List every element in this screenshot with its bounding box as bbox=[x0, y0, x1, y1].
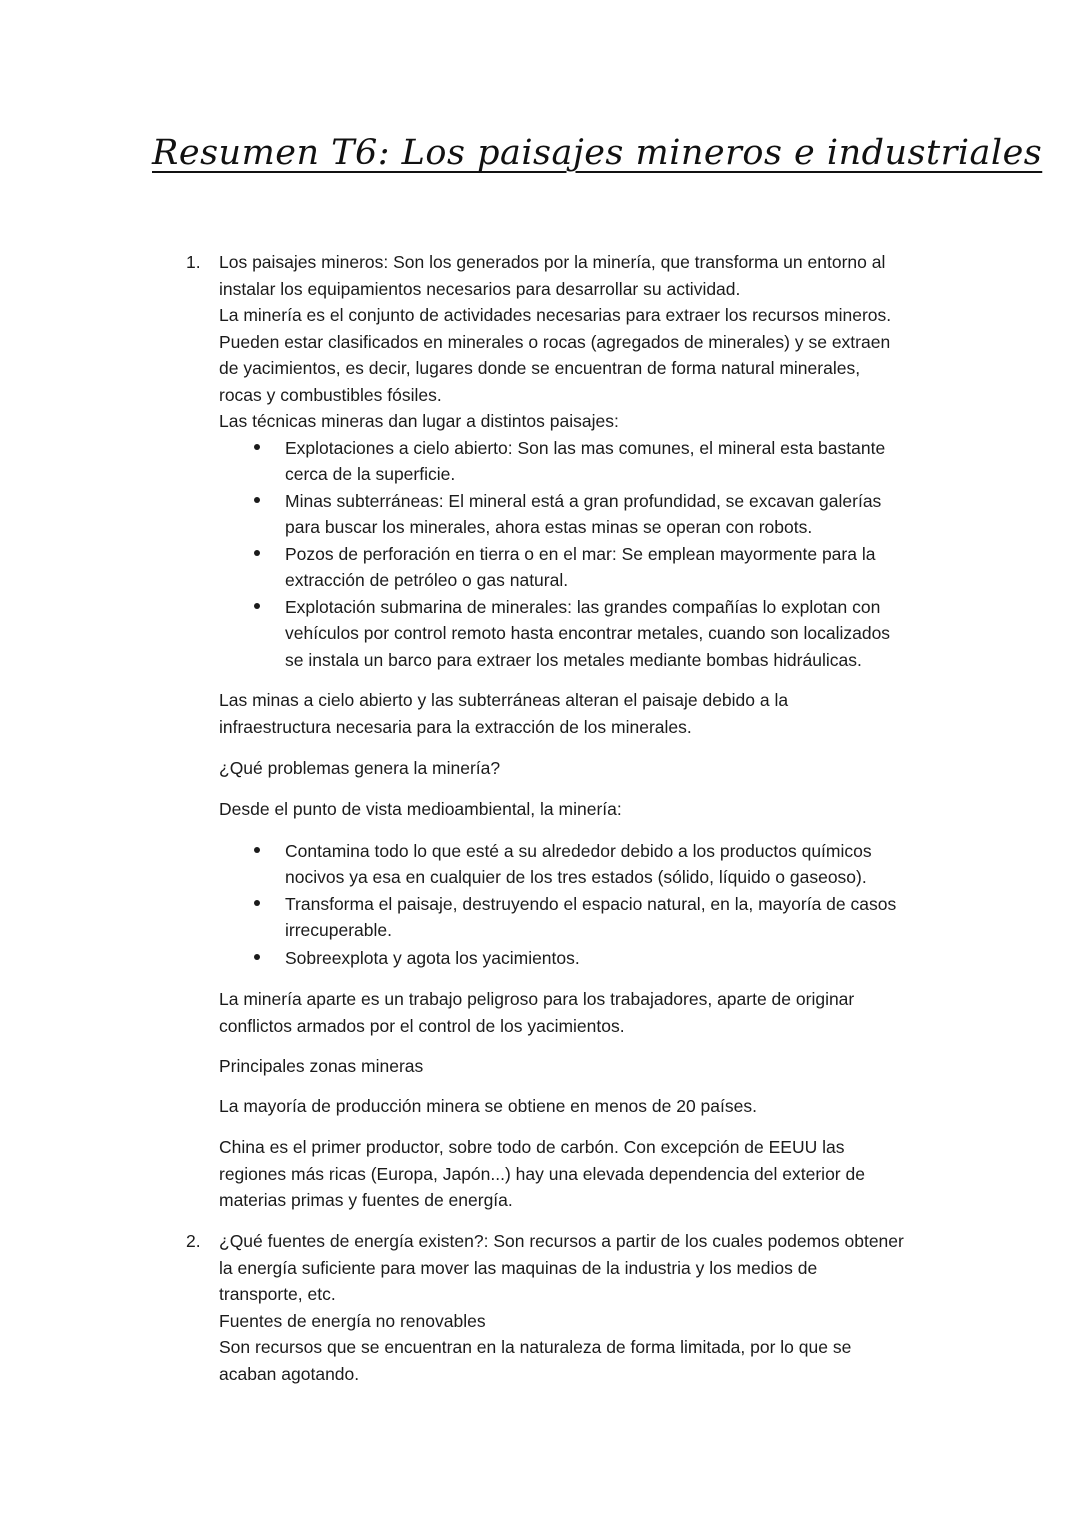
problem-item: irrecuperable. bbox=[285, 920, 392, 940]
china-text: materias primas y fuentes de energía. bbox=[219, 1190, 513, 1210]
bullet-icon bbox=[254, 603, 260, 609]
bullet-icon bbox=[254, 954, 260, 960]
section-2-line: ¿Qué fuentes de energía existen?: Son recursos a partir de los cuales podemos obtener bbox=[219, 1231, 904, 1251]
danger-text: La minería aparte es un trabajo peligroso para los trabajadores, aparte de originar bbox=[219, 989, 855, 1009]
section-1-line: de yacimientos, es decir, lugares donde se encuentran de forma natural minerales, bbox=[219, 358, 861, 378]
section-2-line: Fuentes de energía no renovables bbox=[219, 1310, 486, 1331]
section-1-line: instalar los equipamientos necesarios para desarrollar su actividad. bbox=[219, 278, 741, 299]
china-text: China es el primer productor, sobre todo de carbón. Con excepción de EEUU las bbox=[219, 1137, 845, 1157]
technique-item: extracción de petróleo o gas natural. bbox=[285, 570, 569, 590]
section-1-line: Los paisajes mineros: Son los generados por la minería, que transforma un entorno al bbox=[219, 252, 886, 272]
section-1-line: Las técnicas mineras dan lugar a distintos paisajes: bbox=[219, 411, 619, 431]
technique-item: Explotación submarina de minerales: las grandes compañías lo explotan con bbox=[285, 596, 881, 617]
problem-item: nocivos ya esa en cualquier de los tres estados (sólido, líquido o gaseoso). bbox=[285, 867, 867, 887]
bullet-icon bbox=[254, 847, 260, 853]
alteration-text: Las minas a cielo abierto y las subterráneas alteran el paisaje debido a la bbox=[219, 690, 789, 710]
production-text: La mayoría de producción minera se obtiene en menos de 20 países. bbox=[219, 1096, 757, 1116]
technique-item: Pozos de perforación en tierra o en el mar: Se emplean mayormente para la bbox=[285, 543, 876, 564]
section-1-line: rocas y combustibles fósiles. bbox=[219, 384, 442, 405]
section-2-number: 2. bbox=[186, 1231, 201, 1251]
zones-heading: Principales zonas mineras bbox=[219, 1056, 424, 1076]
environment-lead: Desde el punto de vista medioambiental, la minería: bbox=[219, 799, 622, 819]
section-2-line: Son recursos que se encuentran en la naturaleza de forma limitada, por lo que se bbox=[219, 1337, 852, 1357]
china-text: regiones más ricas (Europa, Japón...) hay una elevada dependencia del exterior de bbox=[219, 1163, 865, 1184]
section-1-number: 1. bbox=[186, 252, 201, 272]
document-title: Resumen T6: Los paisajes mineros e industriales bbox=[152, 133, 1043, 173]
problems-question: ¿Qué problemas genera la minería? bbox=[219, 758, 501, 778]
technique-item: se instala un barco para extraer los metales mediante bombas hidráulicas. bbox=[285, 649, 862, 670]
technique-item: para buscar los minerales, ahora estas minas se operan con robots. bbox=[285, 517, 813, 537]
section-2-line: transporte, etc. bbox=[219, 1284, 336, 1304]
section-1-line: La minería es el conjunto de actividades necesarias para extraer los recursos mineros. bbox=[219, 305, 892, 325]
bullet-icon bbox=[254, 900, 260, 906]
technique-item: Explotaciones a cielo abierto: Son las mas comunes, el mineral esta bastante bbox=[285, 437, 886, 458]
technique-item: vehículos por control remoto hasta encontrar metales, cuando son localizados bbox=[285, 623, 891, 643]
bullet-icon bbox=[254, 550, 260, 556]
technique-item: cerca de la superficie. bbox=[285, 464, 456, 484]
technique-item: Minas subterráneas: El mineral está a gran profundidad, se excavan galerías bbox=[285, 490, 882, 511]
alteration-text: infraestructura necesaria para la extracción de los minerales. bbox=[219, 716, 692, 737]
danger-text: conflictos armados por el control de los yacimientos. bbox=[219, 1015, 625, 1036]
bullet-icon bbox=[254, 497, 260, 503]
problem-item: Transforma el paisaje, destruyendo el espacio natural, en la, mayoría de casos bbox=[285, 893, 897, 914]
section-2-line: la energía suficiente para mover las maquinas de la industria y los medios de bbox=[219, 1257, 818, 1278]
section-2-line: acaban agotando. bbox=[219, 1363, 360, 1384]
bullet-icon bbox=[254, 444, 260, 450]
section-1-line: Pueden estar clasificados en minerales o rocas (agregados de minerales) y se extraen bbox=[219, 331, 891, 352]
problem-item: Sobreexplota y agota los yacimientos. bbox=[285, 947, 580, 968]
problem-item: Contamina todo lo que esté a su alrededor debido a los productos químicos bbox=[285, 840, 872, 861]
